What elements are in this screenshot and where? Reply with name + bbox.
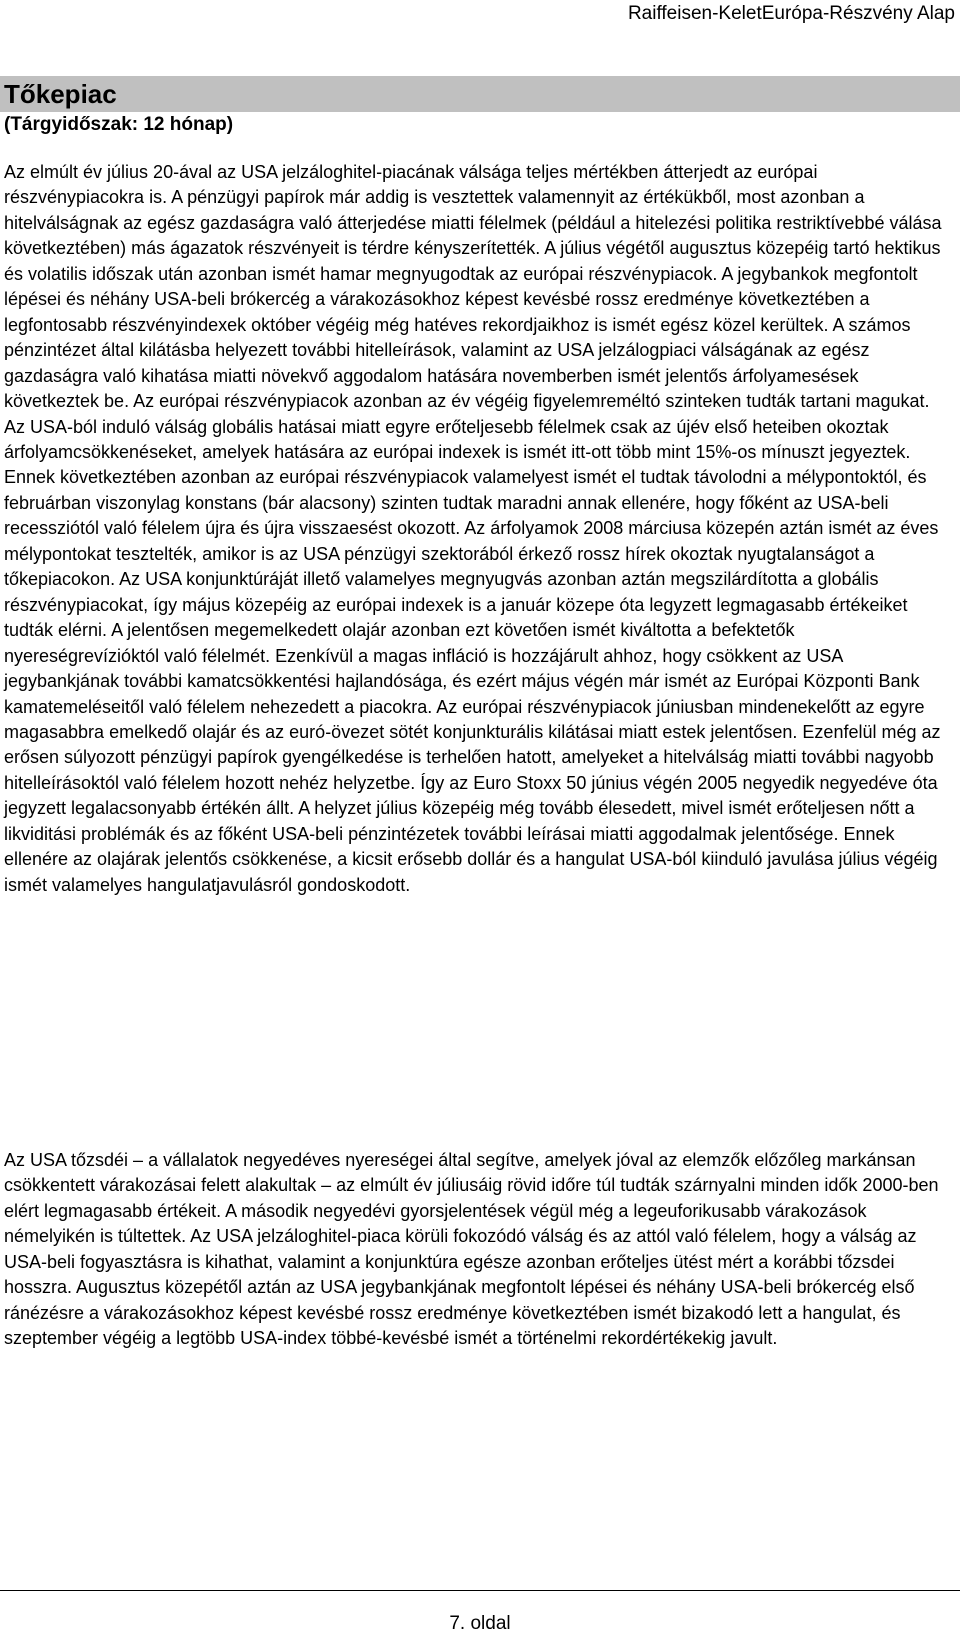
section-title: Tőkepiac [4, 79, 117, 109]
body-paragraph-1: Az elmúlt év július 20-ával az USA jelzáloghitel-piacának válsága teljes mértékben átterjedt az európai részvénypiacokra is. A pénzügyi papírok már addig is vesztettek valamennyit az értékükből, most azonban a hitelválságnak az egész gazdaságra való átterjedése miatti félelmek (például a hitelezési politika restriktívebbé válása következtében) más ágazatok részvényeit is térdre kényszerítették. A július végétől augusztus közepéig tartó hektikus és volatilis időszak után azonban ismét hamar megnyugodtak az európai részvénypiacok. A jegybankok megfontolt lépései és néhány USA-beli brókercég a várakozásokhoz képest kevésbé rossz eredménye következtében a legfontosabb részvényindexek október végéig még hatéves rekordjaikhoz is ismét egész közel kerültek. A számos pénzintézet által kilátásba helyezett további hitelleírások, valamint az USA jelzálogpiaci válságának az egész gazdaságra való kihatása miatti növekvő aggodalom hatására novemberben ismét jelentős árfolyamesések következtek be. Az európai részvénypiacok azonban az év végéig figyelemreméltó szinteken tudták tartani magukat. Az USA-ból induló válság globális hatásai miatt egyre erőteljesebb félelmek csak az újév első heteiben okoztak árfolyamcsökkenéseket, amelyek hatására az európai indexek is ismét itt-ott több mint 15%-os mínuszt jegyeztek. Ennek következtében azonban az európai részvénypiacok valamelyest ismét el tudtak távolodni a mélypontoktól, és februárban viszonylag konstans (bár alacsony) szinten tudtak maradni annak ellenére, hogy főként az USA-beli recessziótól való félelem újra és újra visszaesést okozott. Az árfolyamok 2008 márciusa közepén aztán ismét az éves mélypontokat tesztelték, amikor is az USA pénzügyi szektorából érkező rossz hírek okoztak nyugtalanságot a tőkepiacokon. Az USA konjunktúráját illető valamelyes megnyugvás azonban aztán megszilárdította a globális részvénypiacokat, így május közepéig az európai indexek is a január közepe óta legyzett legmagasabb értékeiket tudták elérni. A jelentősen megemelkedett olajár azonban ezt követően ismét kiváltotta a befektetők nyereségrevízióktól való félelmét. Ezenkívül a magas infláció is hozzájárult ahhoz, hogy csökkent az USA jegybankjának további kamatcsökkentési hajlandósága, és ezért május végén már ismét az Európai Központi Bank kamatemeléseitől való félelem nehezedett a piacokra. Az európai részvénypiacok júniusban mindenekelőtt az egyre magasabbra emelkedő olajár és az euró-övezet sötét konjunkturális kilátásai miatt estek jelentősen. Ezenfelül még az erősen súlyozott pénzügyi papírok gyengélkedése is terhelően hatott, amelyeket a hitelválság miatti további nagyobb hitelleírásoktól való félelem hozott nehéz helyzetbe. Így az Euro Stoxx 50 június végén 2005 negyedik negyedéve óta jegyzett legalacsonyabb értékén állt. A helyzet július közepéig még tovább élesedett, mivel ismét erőteljesen nőtt a likviditási problémák és az főként USA-beli pénzintézetek további leírásai miatti aggodalmak jelentősége. Ennek ellenére az olajárak jelentős csökkenése, a kicsit erősebb dollár és a hangulat USA-ból kiinduló javulása július végéig ismét valamelyes hangulatjavulásról gondoskodott. [4, 162, 942, 895]
body-paragraph-2: Az USA tőzsdéi – a vállalatok negyedéves nyereségei által segítve, amelyek jóval az elemzők előzőleg markánsan csökkentett várakozásai felett alakultak – az elmúlt év júliusáig rövid időre túl tudták szárnyalni minden idők 2000-ben elért legmagasabb értékeit. A második negyedévi gyorsjelentések végül még a legeuforikusabb várakozások némelyikén is túltettek. Az USA jelzáloghitel-piaca körüli fokozódó válság és az attól való félelem, hogy a válság az USA-beli fogyasztásra is kihathat, valamint a konjunktúra egésze azonban erőteljes ütést mért a korábbi tőzsdei hosszra. Augusztus közepétől aztán az USA jegybankjának megfontolt lépései és néhány USA-beli brókercég első ránézésre a várakozásokhoz képest kevésbé rossz eredménye következtében ismét bizakodó lett a hangulat, és szeptember végéig a legtöbb USA-index többé-kevésbé ismét a történelmi rekordértékekig javult. [4, 1150, 939, 1349]
page-number: 7. oldal [449, 1613, 511, 1634]
footer-divider [0, 1590, 960, 1591]
section-heading-band [0, 76, 960, 112]
running-header-title: Raiffeisen-KeletEurópa-Részvény Alap [627, 3, 955, 24]
section-subtitle: (Tárgyidőszak: 12 hónap) [4, 114, 234, 135]
